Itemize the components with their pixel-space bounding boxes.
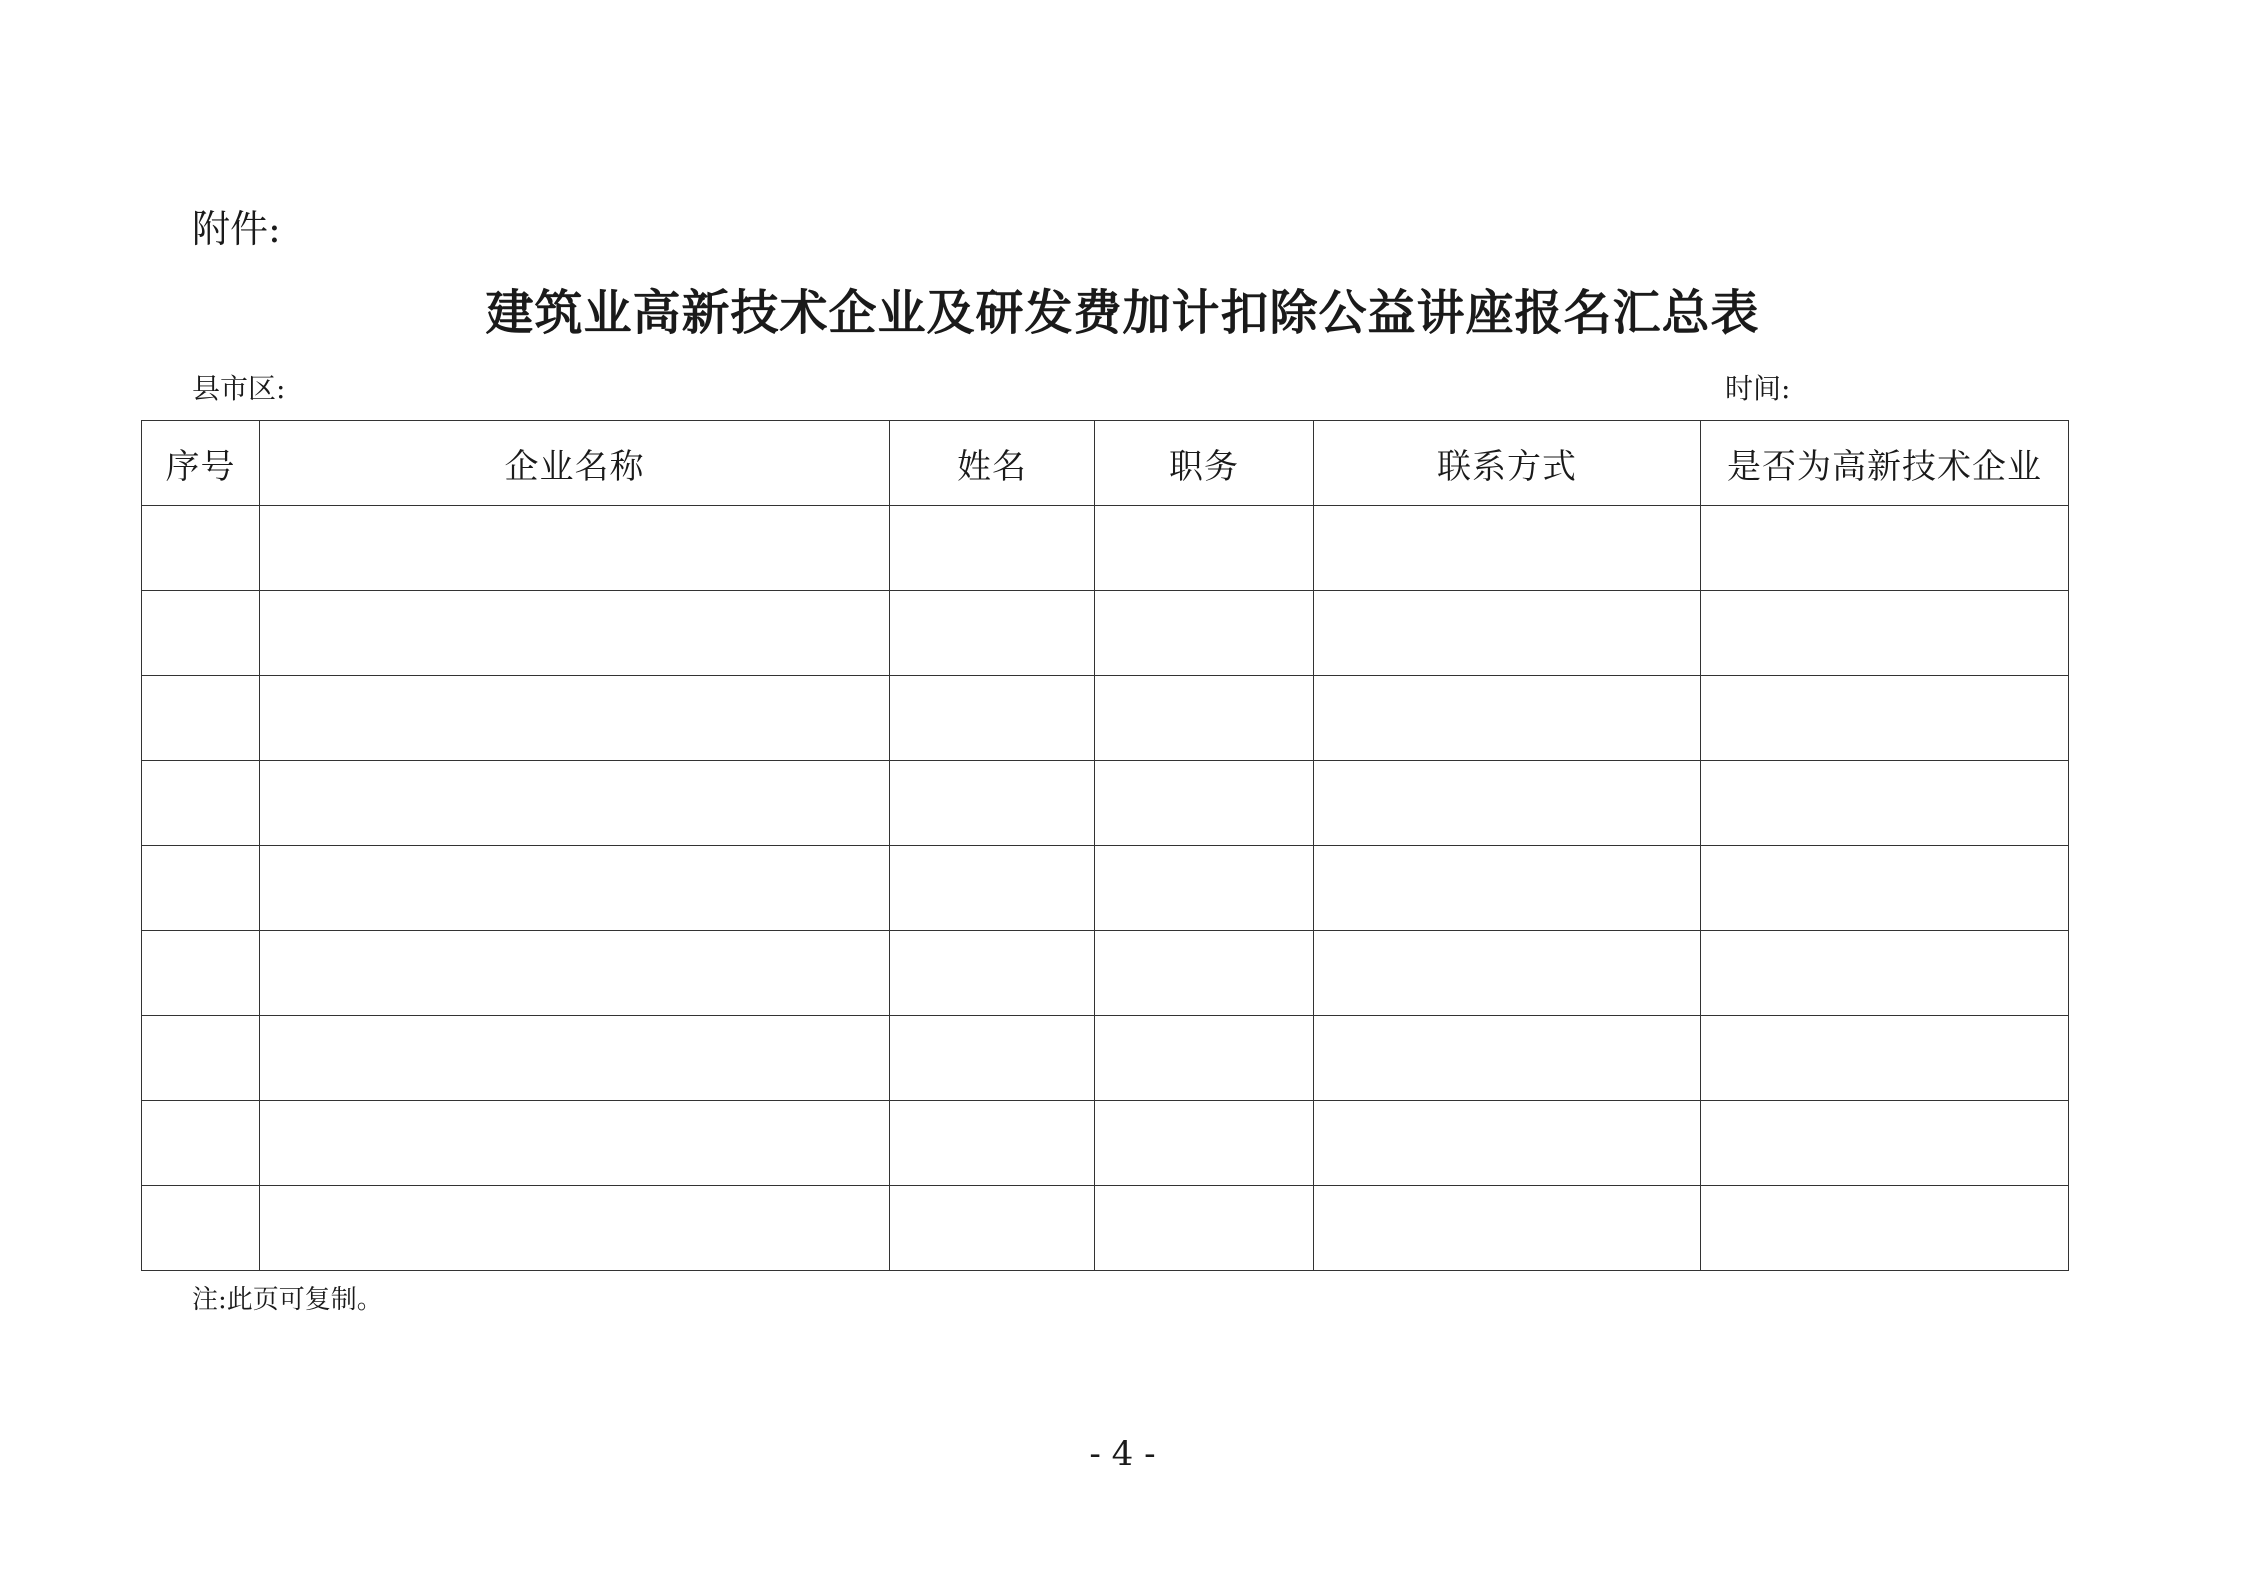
table-row	[142, 1016, 2069, 1101]
cell-serial-number	[142, 1016, 260, 1101]
county-label: 县市区:	[192, 372, 286, 405]
cell-position	[1095, 761, 1314, 846]
cell-position	[1095, 846, 1314, 931]
cell-company-name	[260, 761, 890, 846]
cell-is-high-tech	[1701, 591, 2069, 676]
attachment-label: 附件:	[192, 207, 281, 251]
table-row	[142, 846, 2069, 931]
cell-company-name	[260, 931, 890, 1016]
time-label: 时间:	[1725, 372, 1791, 405]
cell-contact	[1314, 1101, 1701, 1186]
cell-person-name	[890, 846, 1095, 931]
header-contact: 联系方式	[1314, 421, 1701, 506]
table-row	[142, 506, 2069, 591]
cell-contact	[1314, 591, 1701, 676]
table-row	[142, 591, 2069, 676]
cell-is-high-tech	[1701, 1101, 2069, 1186]
cell-person-name	[890, 1186, 1095, 1271]
cell-company-name	[260, 591, 890, 676]
cell-is-high-tech	[1701, 761, 2069, 846]
header-is-high-tech: 是否为高新技术企业	[1701, 421, 2069, 506]
cell-contact	[1314, 846, 1701, 931]
cell-serial-number	[142, 676, 260, 761]
cell-serial-number	[142, 591, 260, 676]
table-row	[142, 1186, 2069, 1271]
cell-company-name	[260, 1016, 890, 1101]
table-row	[142, 761, 2069, 846]
cell-is-high-tech	[1701, 506, 2069, 591]
table-row	[142, 931, 2069, 1016]
cell-is-high-tech	[1701, 1016, 2069, 1101]
cell-serial-number	[142, 1186, 260, 1271]
cell-serial-number	[142, 506, 260, 591]
cell-company-name	[260, 1186, 890, 1271]
cell-person-name	[890, 761, 1095, 846]
cell-company-name	[260, 506, 890, 591]
header-company-name: 企业名称	[260, 421, 890, 506]
cell-company-name	[260, 676, 890, 761]
footnote: 注:此页可复制。	[192, 1285, 383, 1315]
cell-company-name	[260, 846, 890, 931]
header-position: 职务	[1095, 421, 1314, 506]
cell-position	[1095, 1101, 1314, 1186]
cell-person-name	[890, 931, 1095, 1016]
table-header-row	[142, 421, 2069, 506]
cell-person-name	[890, 506, 1095, 591]
cell-contact	[1314, 676, 1701, 761]
cell-is-high-tech	[1701, 931, 2069, 1016]
cell-contact	[1314, 1186, 1701, 1271]
cell-position	[1095, 1186, 1314, 1271]
cell-person-name	[890, 591, 1095, 676]
cell-contact	[1314, 761, 1701, 846]
cell-contact	[1314, 1016, 1701, 1101]
cell-is-high-tech	[1701, 676, 2069, 761]
header-serial-number: 序号	[142, 421, 260, 506]
cell-serial-number	[142, 846, 260, 931]
cell-position	[1095, 676, 1314, 761]
cell-person-name	[890, 1016, 1095, 1101]
table-body	[142, 506, 2069, 1271]
cell-person-name	[890, 1101, 1095, 1186]
cell-serial-number	[142, 1101, 260, 1186]
document-title: 建筑业高新技术企业及研发费加计扣除公益讲座报名汇总表	[485, 285, 1760, 341]
cell-serial-number	[142, 761, 260, 846]
header-person-name: 姓名	[890, 421, 1095, 506]
cell-is-high-tech	[1701, 1186, 2069, 1271]
cell-position	[1095, 1016, 1314, 1101]
cell-serial-number	[142, 931, 260, 1016]
cell-is-high-tech	[1701, 846, 2069, 931]
page-number: - 4 -	[1089, 1434, 1156, 1474]
table-row	[142, 1101, 2069, 1186]
cell-position	[1095, 591, 1314, 676]
cell-position	[1095, 931, 1314, 1016]
cell-position	[1095, 506, 1314, 591]
cell-person-name	[890, 676, 1095, 761]
signup-summary-table	[141, 420, 2069, 1271]
table-row	[142, 676, 2069, 761]
cell-contact	[1314, 931, 1701, 1016]
cell-contact	[1314, 506, 1701, 591]
cell-company-name	[260, 1101, 890, 1186]
